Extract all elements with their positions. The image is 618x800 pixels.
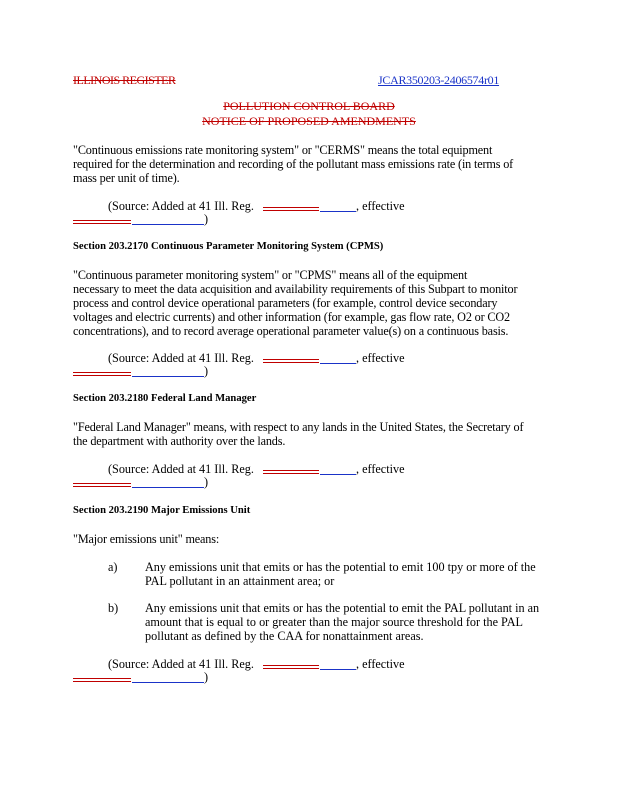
source-close: ): [204, 364, 209, 378]
item-line: PAL pollutant in an attainment area; or: [145, 574, 335, 588]
deleted-blank: [73, 483, 131, 487]
deleted-blank: [263, 665, 319, 669]
inserted-blank: [320, 474, 356, 475]
source-effective: , effective: [356, 657, 405, 671]
item-line: amount that is equal to or greater than the major source threshold for the PAL: [145, 615, 523, 629]
paragraph-line: the department with authority over the lands.: [73, 434, 286, 448]
deleted-blank: [73, 220, 131, 224]
inserted-blank: [132, 224, 204, 225]
item-line: Any emissions unit that emits or has the potential to emit 100 tpy or more of the: [145, 560, 536, 574]
source-effective: , effective: [356, 351, 405, 365]
paragraph-line: voltages and electric currents) and other information (for example, gas flow rate, O2 or CO2: [73, 310, 510, 324]
paragraph-line: mass per unit of time).: [73, 171, 180, 185]
paragraph-line: required for the determination and recording of the pollutant mass emissions rate (in terms of: [73, 157, 514, 171]
paragraph-line: "Continuous parameter monitoring system" or "CPMS" means all of the equipment: [73, 268, 468, 282]
source-close: ): [204, 212, 209, 226]
deleted-blank: [263, 207, 319, 211]
source-label: (Source: Added at 41 Ill. Reg.: [108, 199, 254, 213]
section-heading: Section 203.2170 Continuous Parameter Monitoring System (CPMS): [73, 241, 384, 252]
section-heading: Section 203.2180 Federal Land Manager: [73, 393, 257, 404]
jcar-code: JCAR350203-2406574r01: [378, 73, 500, 87]
deleted-blank: [73, 372, 131, 376]
notice-title: NOTICE OF PROPOSED AMENDMENTS: [202, 114, 416, 128]
inserted-blank: [320, 363, 356, 364]
inserted-blank: [132, 682, 204, 683]
source-close: ): [204, 670, 209, 684]
paragraph-line: "Federal Land Manager" means, with respect to any lands in the United States, the Secretary of: [73, 420, 524, 434]
inserted-blank: [132, 376, 204, 377]
item-line: Any emissions unit that emits or has the potential to emit the PAL pollutant in an: [145, 601, 540, 615]
item-number: b): [108, 601, 119, 615]
agency-title: POLLUTION CONTROL BOARD: [223, 99, 395, 113]
item-number: a): [108, 560, 118, 574]
source-label: (Source: Added at 41 Ill. Reg.: [108, 351, 254, 365]
source-close: ): [204, 475, 209, 489]
paragraph-line: "Continuous emissions rate monitoring system" or "CERMS" means the total equipment: [73, 143, 493, 157]
inserted-blank: [320, 669, 356, 670]
source-effective: , effective: [356, 462, 405, 476]
source-effective: , effective: [356, 199, 405, 213]
deleted-blank: [73, 678, 131, 682]
source-label: (Source: Added at 41 Ill. Reg.: [108, 462, 254, 476]
source-label: (Source: Added at 41 Ill. Reg.: [108, 657, 254, 671]
paragraph-line: process and control device operational parameters (for example, control device secondary: [73, 296, 498, 310]
item-line: pollutant as defined by the CAA for nonattainment areas.: [145, 629, 424, 643]
inserted-blank: [320, 211, 356, 212]
section-heading: Section 203.2190 Major Emissions Unit: [73, 505, 251, 516]
register-header: ILLINOIS REGISTER: [73, 73, 176, 87]
deleted-blank: [263, 470, 319, 474]
meu-intro: "Major emissions unit" means:: [73, 532, 220, 546]
paragraph-line: concentrations), and to record average operational parameter value(s) on a continuous basis.: [73, 324, 509, 338]
paragraph-line: necessary to meet the data acquisition and availability requirements of this Subpart to monitor: [73, 282, 518, 296]
deleted-blank: [263, 359, 319, 363]
inserted-blank: [132, 487, 204, 488]
